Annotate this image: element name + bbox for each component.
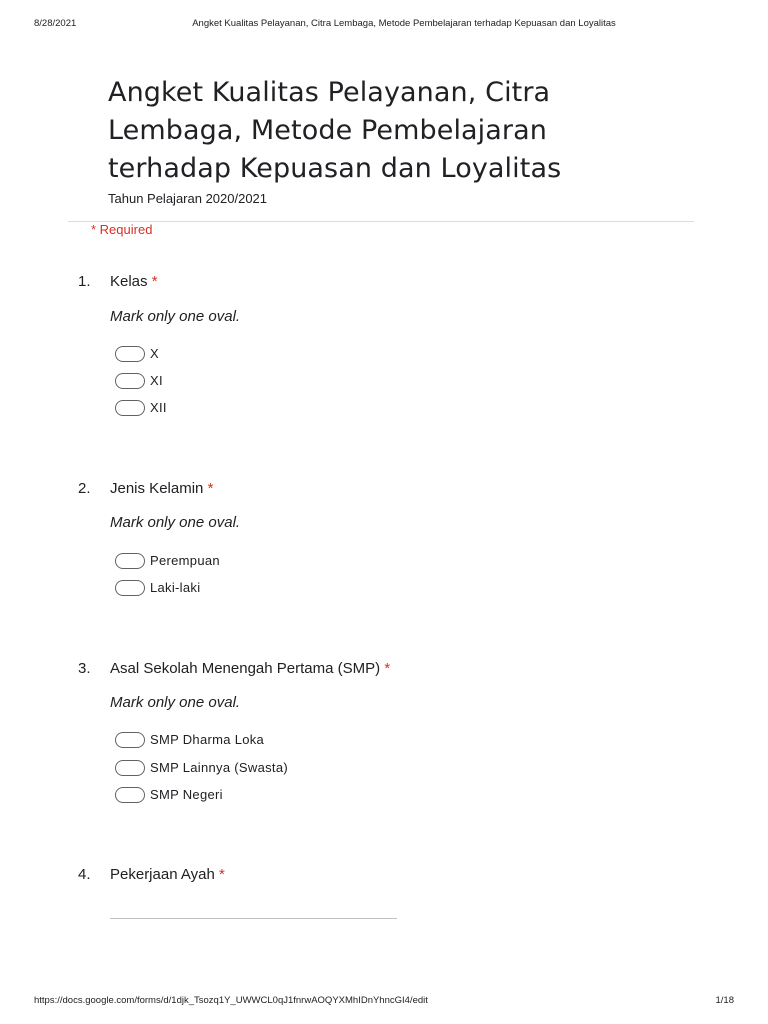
page-number: 1/18	[715, 995, 734, 1006]
required-star: *	[218, 866, 225, 883]
option-label: SMP Lainnya (Swasta)	[150, 760, 288, 775]
question-title	[110, 273, 158, 290]
question-number: 1.	[78, 273, 91, 290]
required-note: * Required	[91, 222, 153, 237]
radio-oval[interactable]	[115, 400, 145, 416]
question-number: 2.	[78, 480, 91, 497]
radio-oval[interactable]	[115, 732, 145, 748]
question-instruction: Mark only one oval.	[110, 308, 241, 325]
print-footer	[34, 995, 734, 1009]
page-url: https://docs.google.com/forms/d/1djk_Tsozq1Y_UWWCL0qJ1fnrwAOQYXMhIDnYhncGI4/edit	[34, 995, 428, 1006]
form-title: Angket Kualitas Pelayanan, Citra Lembaga, Metode Pembelajaran terhadap Kepuasan dan Loyalitas	[108, 77, 562, 184]
option-label: SMP Dharma Loka	[150, 732, 265, 747]
option-label: XI	[150, 373, 163, 388]
answer-text-line[interactable]	[110, 918, 397, 919]
question-title-text: Pekerjaan Ayah	[110, 866, 215, 883]
question-title	[110, 866, 225, 883]
option-label: XII	[150, 400, 167, 415]
header-divider	[68, 221, 694, 222]
print-header-title: Angket Kualitas Pelayanan, Citra Lembaga, Metode Pembelajaran terhadap Kepuasan dan Loyalitas	[192, 18, 616, 29]
form-subtitle: Tahun Pelajaran 2020/2021	[108, 191, 268, 206]
question-title	[110, 480, 213, 497]
question-title-text: Kelas	[110, 273, 148, 290]
radio-oval[interactable]	[115, 373, 145, 389]
question-title-text: Jenis Kelamin	[110, 480, 204, 497]
option-label: X	[150, 346, 159, 361]
radio-oval[interactable]	[115, 346, 145, 362]
radio-oval[interactable]	[115, 553, 145, 569]
radio-oval[interactable]	[115, 760, 145, 776]
option-label: Perempuan	[150, 553, 220, 568]
print-date: 8/28/2021	[34, 18, 77, 29]
required-star: *	[207, 480, 214, 497]
print-header	[34, 18, 734, 32]
question-number: 4.	[78, 866, 91, 883]
question-instruction: Mark only one oval.	[110, 514, 241, 531]
option-label: SMP Negeri	[150, 787, 223, 802]
required-star: *	[384, 660, 391, 677]
question-number: 3.	[78, 660, 91, 677]
question-title-text: Asal Sekolah Menengah Pertama (SMP)	[110, 660, 381, 677]
radio-oval[interactable]	[115, 580, 145, 596]
question-instruction: Mark only one oval.	[110, 694, 241, 711]
option-label: Laki-laki	[150, 580, 201, 595]
radio-oval[interactable]	[115, 787, 145, 803]
question-title	[110, 660, 390, 677]
required-star: *	[151, 273, 158, 290]
